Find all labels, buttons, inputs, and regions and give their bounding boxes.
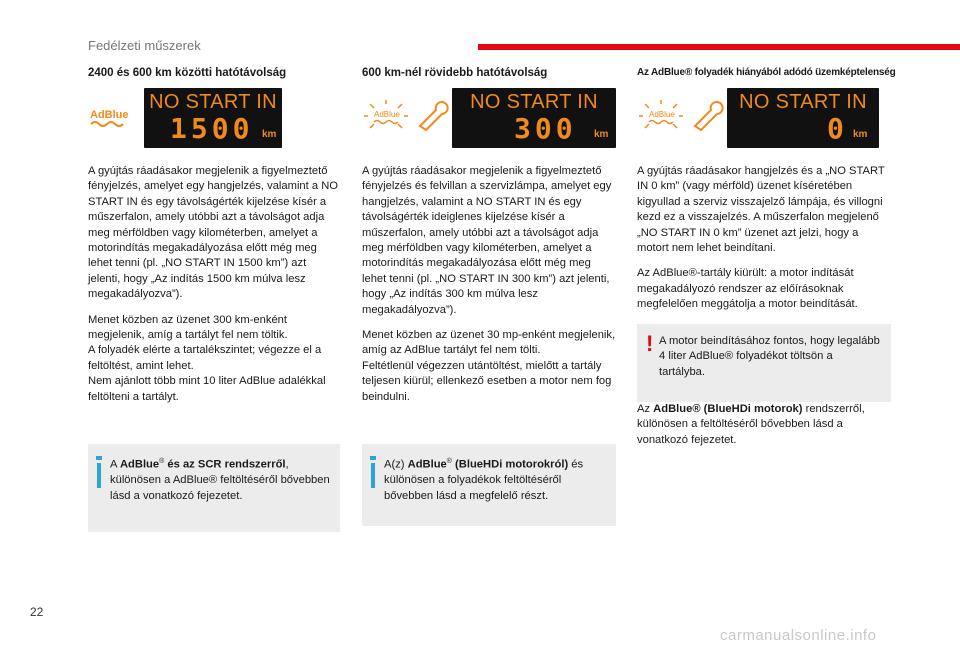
page-number: 22 [30,605,44,619]
display-unit: km [262,129,277,140]
display-message: NO START IN [470,91,598,113]
warning-display-row [362,88,616,150]
instrument-display [144,88,282,148]
warning-display-row [637,88,891,150]
section-heading: 2400 és 600 km közötti hatótávolság [88,67,287,79]
note-text-pre: A(z) [384,458,408,471]
paragraph: A gyújtás ráadásakor megjelenik a figyelmeztető fényjelzés, amelyet egy hangjelzés, valamint a NO START IN és egy távolságérték kijelzése kísér a műszerfalon, amely utóbbi azt a távolságot adja meg mérföldben vagy kilométerben, amelyet a motorindítás megakadályozása előtt még meg lehet tenni (pl. „NO START IN 1500 km”) azt jelenti, hogy „Az indítás 1500 km múlva lesz megakadályozva”). [88,165,338,301]
paragraph: Feltétlenül végezzen utántöltést, mielőtt a tartály teljesen kiürül; ellenkező esetben a motor nem fog beindulni. [362,359,612,403]
note-text-bold2: (BlueHDi motorokról) [451,458,569,471]
info-note [88,444,340,532]
paragraph: A folyadék elérte a tartalékszintet; végezze el a feltöltést, amint lehet. [88,344,322,372]
page-header-title: Fedélzeti műszerek [88,38,201,53]
warning-display-row [88,88,340,150]
section-heading: Az AdBlue® folyadék hiányából adódó üzemképtelenség [637,67,896,78]
instrument-display [452,88,616,148]
note-text-post: és különösen a folyadékok feltöltéséről bővebben lásd a megfelelő részt. [384,458,584,502]
info-icon [96,456,102,460]
display-unit: km [853,129,868,140]
display-unit: km [594,129,609,140]
display-message: NO START IN [149,91,277,113]
note-text-sup: ® [159,458,165,465]
paragraph: Nem ajánlott több mint 10 liter AdBlue adalékkal feltölteni a tartályt. [88,375,326,403]
info-icon [370,456,376,460]
note-text-pre: A [110,458,120,471]
watermark: carmanualsonline.info [720,627,877,644]
header-accent-bar [478,44,960,50]
info-icon-stem [371,463,375,488]
adblue-service-warning-icon [637,100,727,132]
note-text-bold2: és az SCR rendszerről [164,458,286,471]
warning-exclamation-icon: ! [646,331,654,356]
warning-text: A motor beindításához fontos, hogy legalább 4 liter AdBlue® folyadékot töltsön a tartályba. [659,335,880,378]
column-range-2400-600 [88,66,340,415]
display-message: NO START IN [739,91,867,113]
display-distance: 1500 [170,112,254,145]
adblue-warning-icon [88,104,132,132]
paragraph: Az AdBlue®-tartály kiürült: a motor indítását megakadályozó rendszer az előírásoknak megfelelően meggátolja a motor beindítását. [637,267,858,311]
svg-text:AdBlue: AdBlue [649,110,675,119]
ref-text-bold: AdBlue® (BlueHDi motorok) [653,403,803,415]
note-text-bold: AdBlue [119,458,160,471]
column-adblue-empty [637,66,896,323]
warning-note [637,324,891,402]
paragraph [637,402,891,448]
adblue-service-warning-icon [362,100,452,132]
column-range-under-600 [362,66,616,415]
ref-text-post: rendszerről, különösen a feltöltéséről bővebben lásd a vonatkozó fejezetet. [637,403,865,446]
display-distance: 0 [827,112,848,145]
ref-text-pre: Az [637,403,654,415]
paragraph: A gyújtás ráadásakor megjelenik a figyelmeztető fényjelzés és felvillan a szervizlámpa, amelyet egy hangjelzés, valamint a NO START IN és egy távolságérték ideiglenes kijelzése kísér a műszerfalon, amely utóbbi azt a távolságot adja meg mérföldben vagy kilométerben, amelyet a motorindítás megakadályozása előtt még meg lehet tenni (pl. „NO START IN 300 km”) azt jelenti, hogy „Az indítás 300 km múlva lesz megakadályozva”). [362,165,612,316]
info-icon-stem [97,463,101,488]
display-distance: 300 [514,112,577,145]
section-heading: 600 km-nél rövidebb hatótávolság [362,67,548,79]
paragraph: A gyújtás ráadásakor hangjelzés és a „NO START IN 0 km” (vagy mérföld) üzenet kíséretében kigyullad a szerviz visszajelző lámpája, és villogni kezd ez a visszajelzés. A műszerfalon megjelenő „NO START IN 0 km” üzenet azt jelzi, hogy a motort nem lehet beindítani. [637,165,885,255]
note-text-sup: ® [446,458,452,465]
paragraph: Menet közben az üzenet 30 mp-enként megjelenik, amíg az AdBlue tartályt fel nem tölti. [362,329,616,357]
note-text-post: , különösen a AdBlue® feltöltéséről bővebben lásd a vonatkozó fejezetet. [110,458,330,502]
paragraph: Menet közben az üzenet 300 km-enként megjelenik, amíg a tartályt fel nem töltik. [88,313,288,342]
svg-text:AdBlue: AdBlue [90,109,129,121]
instrument-display [727,88,879,148]
svg-text:AdBlue: AdBlue [374,110,400,119]
info-note [362,444,616,526]
note-text-bold: AdBlue [407,458,447,471]
